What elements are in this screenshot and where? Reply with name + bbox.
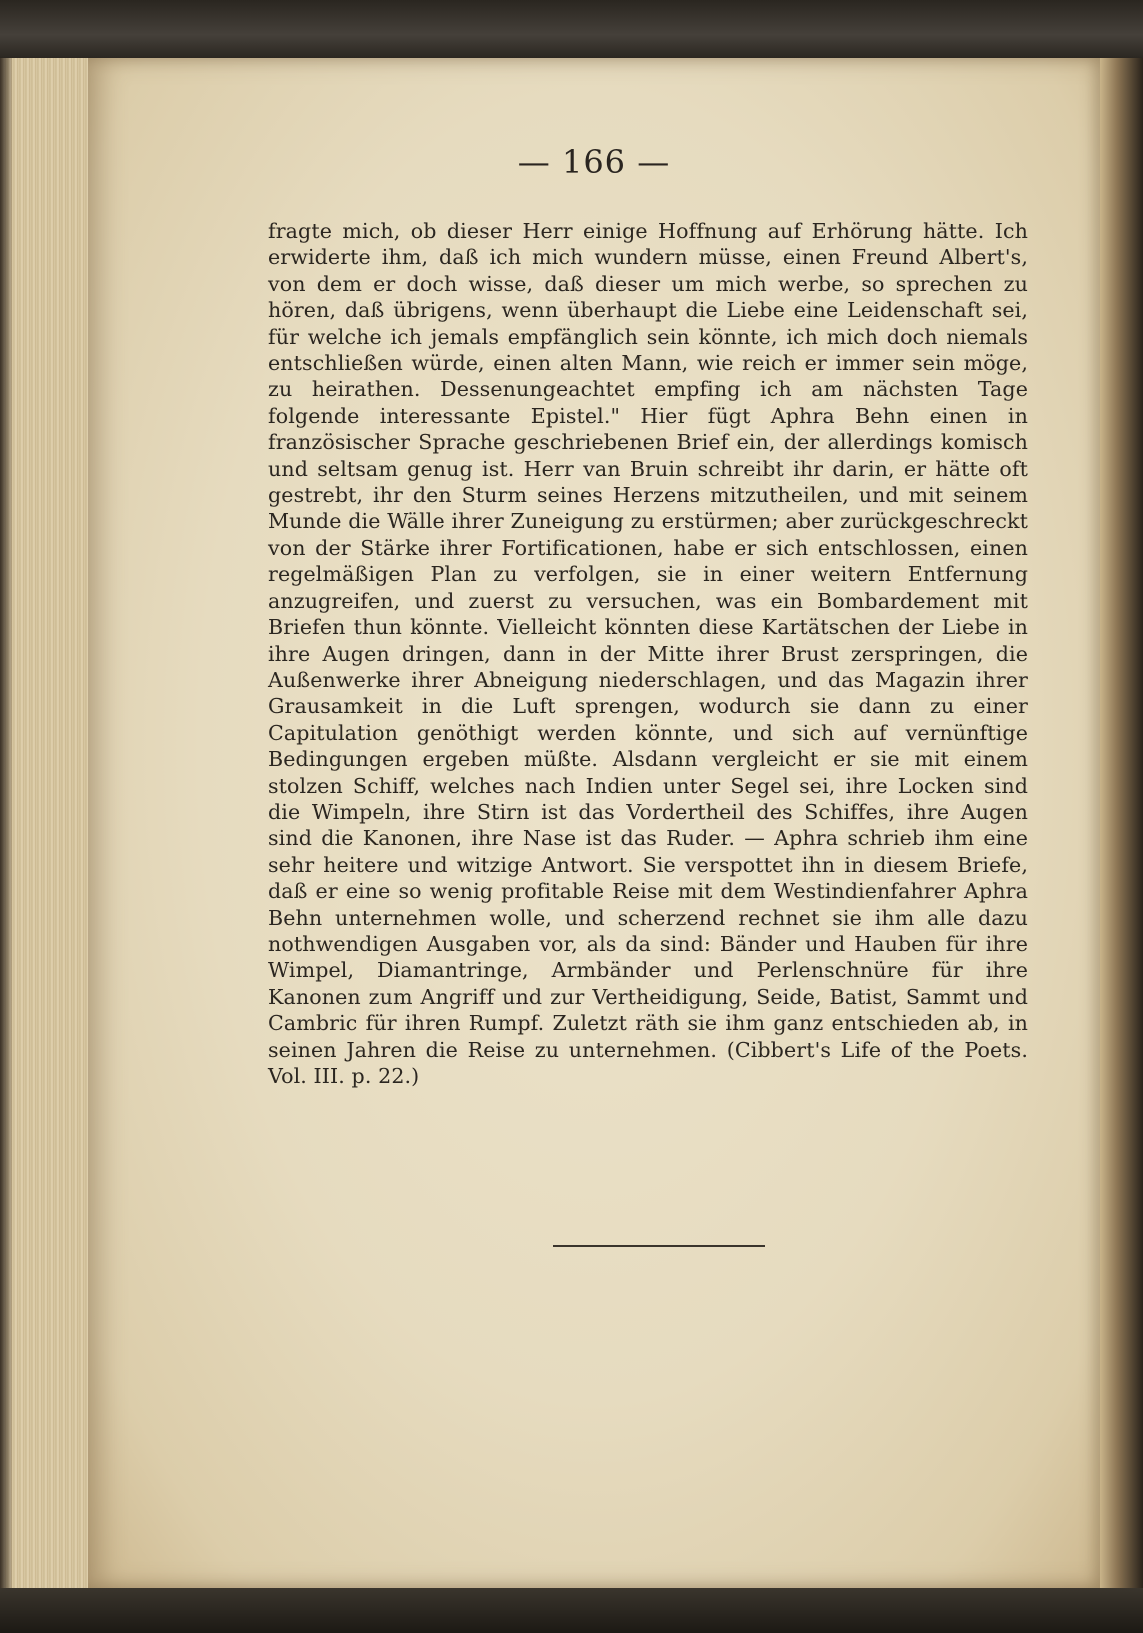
book-bottom-edge xyxy=(0,1588,1143,1633)
end-rule xyxy=(553,1245,765,1247)
book-page xyxy=(88,58,1100,1588)
page-stack-edge xyxy=(0,58,90,1588)
page-number: — 166 — xyxy=(517,143,671,181)
book-right-edge xyxy=(1100,58,1143,1588)
book-top-edge xyxy=(0,0,1143,58)
page-body-text: fragte mich, ob dieser Herr einige Hoffnung auf Erhörung hätte. Ich erwiderte ihm, daß ich mich wundern müsse, einen Freund Albert's, von dem er doch wisse, daß dieser um mich werbe, so sprechen zu hören, daß übrigens, wenn überhaupt die Liebe eine Leidenschaft sei, für welche ich jemals empfänglich sein könnte, ich mich doch niemals entschließen würde, einen alten Mann, wie reich er immer sein möge, zu heirathen. Dessenungeachtet empfing ich am nächsten Tage folgende interessante Epistel." Hier fügt Aphra Behn einen in französischer Sprache geschriebenen Brief ein, der allerdings komisch und seltsam genug ist. Herr van Bruin schreibt ihr darin, er hätte oft gestrebt, ihr den Sturm seines Herzens mitzutheilen, und mit seinem Munde die Wälle ihrer Zuneigung zu erstürmen; aber zurückgeschreckt von der Stärke ihrer Fortificationen, habe er sich entschlossen, einen regelmäßigen Plan zu verfolgen, sie in einer weitern Entfernung anzugreifen, und zuerst zu versuchen, was ein Bombardement mit Briefen thun könnte. Vielleicht könnten diese Kartätschen der Liebe in ihre Augen dringen, dann in der Mitte ihrer Brust zerspringen, die Außenwerke ihrer Abneigung niederschlagen, und das Magazin ihrer Grausamkeit in die Luft sprengen, wodurch sie dann zu einer Capitulation genöthigt werden könnte, und sich auf vernünftige Bedingungen ergeben müßte. Alsdann vergleicht er sie mit einem stolzen Schiff, welches nach Indien unter Segel sei, ihre Locken sind die Wimpeln, ihre Stirn ist das Vordertheil des Schiffes, ihre Augen sind die Kanonen, ihre Nase ist das Ruder. — Aphra schrieb ihm eine sehr heitere und witzige Antwort. Sie verspottet ihn in diesem Briefe, daß er eine so wenig profitable Reise mit dem Westindienfahrer Aphra Behn unternehmen wolle, und scherzend rechnet sie ihm alle dazu nothwendigen Ausgaben vor, als da sind: Bänder und Hauben für ihre Wimpel, Diamantringe, Armbänder und Perlenschnüre für ihre Kanonen zum Angriff und zur Vertheidigung, Seide, Batist, Sammt und Cambric für ihren Rumpf. Zuletzt räth sie ihm ganz entschieden ab, in seinen Jahren die Reise zu unternehmen. (Cibbert's Life of the Poets. Vol. III. p. 22.) xyxy=(268,219,1028,1088)
